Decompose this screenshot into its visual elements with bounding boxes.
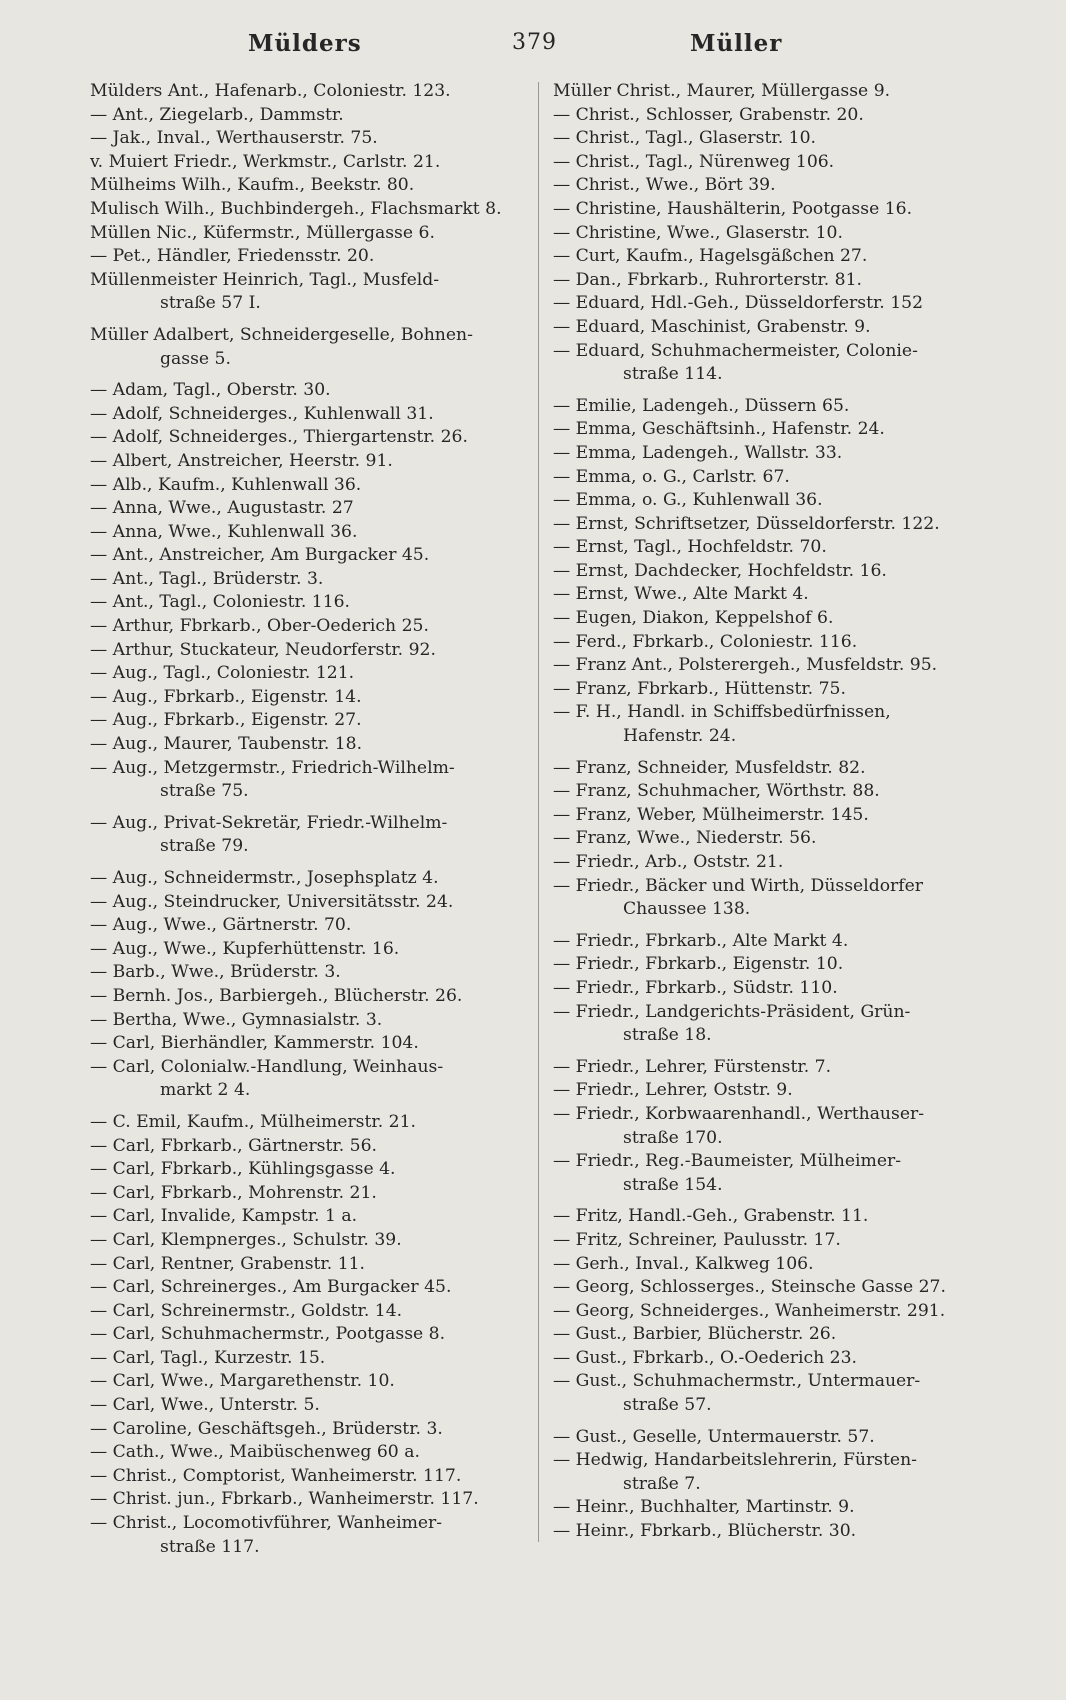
directory-entry: — Barb., Wwe., Brüderstr. 3. (90, 962, 341, 983)
directory-entry: — Friedr., Fbrkarb., Südstr. 110. (553, 977, 838, 998)
directory-entry: — Ant., Tagl., Brüderstr. 3. (90, 568, 324, 589)
directory-entry: — Carl, Fbrkarb., Kühlingsgasse 4. (90, 1159, 396, 1180)
entry-continuation: straße 75. (160, 781, 249, 802)
directory-entry: Mülheims Wilh., Kaufm., Beekstr. 80. (90, 175, 415, 196)
directory-entry: — Georg, Schneiderges., Wanheimerstr. 291. (553, 1300, 946, 1321)
directory-entry: — Curt, Kaufm., Hagelsgäßchen 27. (553, 246, 868, 267)
directory-entry: — Heinr., Fbrkarb., Blücherstr. 30. (553, 1521, 857, 1542)
directory-entry: — Ernst, Dachdecker, Hochfeldstr. 16. (553, 560, 887, 581)
directory-entry: — Bertha, Wwe., Gymnasialstr. 3. (90, 1009, 383, 1030)
directory-entry: — Carl, Colonialw.-Handlung, Weinhaus- (90, 1056, 444, 1077)
directory-entry: — Franz, Weber, Mülheimerstr. 145. (553, 804, 869, 825)
left-column (90, 80, 538, 1559)
directory-entry: — Aug., Wwe., Gärtnerstr. 70. (90, 915, 352, 936)
directory-entry: — Carl, Rentner, Grabenstr. 11. (90, 1253, 366, 1274)
directory-entry: — Aug., Maurer, Taubenstr. 18. (90, 734, 363, 755)
directory-entry: Mülders Ant., Hafenarb., Coloniestr. 123. (90, 81, 451, 101)
directory-entry: — Gerh., Inval., Kalkweg 106. (553, 1253, 814, 1274)
directory-entry: — Aug., Steindrucker, Universitätsstr. 24. (90, 891, 454, 912)
directory-entry: — Fritz, Schreiner, Paulusstr. 17. (553, 1229, 841, 1250)
directory-entry: — Friedr., Arb., Oststr. 21. (553, 852, 784, 872)
page-header (0, 30, 1066, 70)
directory-entry: — Anna, Wwe., Kuhlenwall 36. (90, 521, 358, 542)
directory-entry: — Christ., Tagl., Glaserstr. 10. (553, 128, 816, 149)
header-right-keyword: Müller (690, 30, 783, 57)
directory-entry: — Albert, Anstreicher, Heerstr. 91. (90, 450, 393, 471)
directory-entry: — Friedr., Lehrer, Fürstenstr. 7. (553, 1056, 832, 1077)
directory-entry: — Aug., Fbrkarb., Eigenstr. 14. (90, 686, 362, 707)
directory-entry: — Friedr., Landgerichts-Präsident, Grün- (553, 1001, 911, 1022)
directory-entry: — Arthur, Fbrkarb., Ober-Oederich 25. (90, 616, 429, 637)
directory-entry: — Gust., Fbrkarb., O.-Oederich 23. (553, 1347, 857, 1368)
directory-entry: — Carl, Fbrkarb., Mohrenstr. 21. (90, 1182, 377, 1203)
directory-entry: — Dan., Fbrkarb., Ruhrorterstr. 81. (553, 269, 863, 290)
directory-entry: — Georg, Schlosserges., Steinsche Gasse 27. (553, 1277, 946, 1298)
directory-entry: — Jak., Inval., Werthauserstr. 75. (90, 128, 378, 149)
directory-entry: Müller Adalbert, Schneidergeselle, Bohnen- (90, 324, 473, 345)
directory-entry: — Christ. jun., Fbrkarb., Wanheimerstr. 117. (90, 1489, 479, 1510)
directory-entry: Müllen Nic., Küfermstr., Müllergasse 6. (90, 222, 435, 243)
entry-continuation: Chaussee 138. (623, 899, 751, 920)
directory-entry: — Christ., Wwe., Bört 39. (553, 175, 776, 196)
entry-continuation: straße 114. (623, 364, 723, 385)
directory-entry: — Ferd., Fbrkarb., Coloniestr. 116. (553, 631, 858, 652)
directory-entry: — Gust., Geselle, Untermauerstr. 57. (553, 1426, 875, 1447)
directory-entry: — Emma, Geschäftsinh., Hafenstr. 24. (553, 419, 885, 440)
directory-entry: — Cath., Wwe., Maibüschenweg 60 a. (90, 1442, 420, 1463)
entry-continuation: straße 79. (160, 836, 249, 857)
directory-entry: — Gust., Schuhmachermstr., Untermauer- (553, 1371, 921, 1392)
entry-continuation: straße 117. (160, 1536, 260, 1557)
directory-entry: — Alb., Kaufm., Kuhlenwall 36. (90, 474, 362, 495)
directory-entry: — Eduard, Maschinist, Grabenstr. 9. (553, 316, 871, 337)
directory-entry: — Emilie, Ladengeh., Düssern 65. (553, 395, 850, 416)
header-left-keyword: Mülders (248, 30, 362, 57)
directory-entry: — Carl, Schreinermstr., Goldstr. 14. (90, 1300, 403, 1321)
directory-entry: — Carl, Schreinerges., Am Burgacker 45. (90, 1277, 452, 1298)
directory-entry: — Adolf, Schneiderges., Kuhlenwall 31. (90, 403, 434, 424)
column-divider (538, 82, 539, 1542)
directory-entry: — Franz Ant., Polsterergeh., Musfeldstr. 95. (553, 655, 938, 676)
directory-entry: — Christ., Locomotivführer, Wanheimer- (90, 1513, 443, 1534)
directory-entry: — Christ., Schlosser, Grabenstr. 20. (553, 104, 864, 125)
directory-entry: — Friedr., Fbrkarb., Alte Markt 4. (553, 930, 849, 951)
directory-entry: — Adam, Tagl., Oberstr. 30. (90, 380, 331, 401)
entry-continuation: straße 170. (623, 1127, 723, 1148)
entry-continuation: straße 57 I. (160, 293, 261, 314)
directory-entry: — Emma, Ladengeh., Wallstr. 33. (553, 442, 843, 463)
entry-continuation: straße 7. (623, 1473, 701, 1494)
directory-entry: — Franz, Schuhmacher, Wörthstr. 88. (553, 781, 880, 802)
directory-entry: — Carl, Fbrkarb., Gärtnerstr. 56. (90, 1135, 377, 1156)
directory-entry: — Aug., Tagl., Coloniestr. 121. (90, 663, 355, 684)
directory-entry: — Pet., Händler, Friedensstr. 20. (90, 246, 375, 267)
directory-entry: Mulisch Wilh., Buchbindergeh., Flachsmarkt 8. (90, 198, 502, 219)
directory-entry: — Ernst, Wwe., Alte Markt 4. (553, 584, 809, 605)
directory-entry: — Friedr., Reg.-Baumeister, Mülheimer- (553, 1151, 902, 1172)
entry-continuation: gasse 5. (160, 348, 231, 369)
directory-entry: — Ernst, Schriftsetzer, Düsseldorferstr. 122. (553, 513, 940, 534)
directory-entry: — Carl, Wwe., Unterstr. 5. (90, 1395, 320, 1416)
directory-entry: — Gust., Barbier, Blücherstr. 26. (553, 1324, 837, 1345)
directory-entry: — Ant., Ziegelarb., Dammstr. (90, 104, 344, 125)
directory-entry: — Eduard, Hdl.-Geh., Düsseldorferstr. 152 (553, 293, 924, 314)
directory-entry: — Carl, Schuhmachermstr., Pootgasse 8. (90, 1324, 446, 1345)
directory-entry: — Ernst, Tagl., Hochfeldstr. 70. (553, 537, 827, 558)
directory-entry: — Ant., Anstreicher, Am Burgacker 45. (90, 545, 430, 566)
directory-entry: — Christ., Comptorist, Wanheimerstr. 117. (90, 1465, 462, 1486)
directory-entry: — Eugen, Diakon, Keppelshof 6. (553, 608, 834, 629)
directory-entry: — Friedr., Lehrer, Oststr. 9. (553, 1080, 793, 1101)
directory-entry: — Fritz, Handl.-Geh., Grabenstr. 11. (553, 1206, 869, 1227)
directory-entry: — Franz, Fbrkarb., Hüttenstr. 75. (553, 678, 846, 699)
directory-entry: — Friedr., Bäcker und Wirth, Düsseldorfer (553, 875, 924, 896)
directory-entry: — Aug., Schneidermstr., Josephsplatz 4. (90, 868, 439, 888)
page-number: 379 (512, 30, 557, 55)
directory-entry: — Christine, Haushälterin, Pootgasse 16. (553, 198, 913, 219)
directory-entry: — Aug., Privat-Sekretär, Friedr.-Wilhelm- (90, 812, 448, 833)
directory-entry: — Adolf, Schneiderges., Thiergartenstr. 26. (90, 427, 468, 448)
directory-entry: Müllenmeister Heinrich, Tagl., Musfeld- (90, 269, 440, 290)
directory-entry: — Carl, Bierhändler, Kammerstr. 104. (90, 1033, 419, 1054)
right-column (553, 80, 1001, 1544)
directory-entry: — Aug., Fbrkarb., Eigenstr. 27. (90, 710, 362, 731)
directory-entry: — Emma, o. G., Carlstr. 67. (553, 466, 790, 487)
directory-entry: — Emma, o. G., Kuhlenwall 36. (553, 490, 823, 511)
directory-entry: — Hedwig, Handarbeitslehrerin, Fürsten- (553, 1450, 917, 1471)
directory-entry: — Carl, Klempnerges., Schulstr. 39. (90, 1229, 402, 1250)
directory-entry: v. Muiert Friedr., Werkmstr., Carlstr. 21. (90, 151, 441, 172)
entry-continuation: Hafenstr. 24. (623, 726, 737, 747)
directory-entry: — Christine, Wwe., Glaserstr. 10. (553, 222, 843, 243)
directory-entry: — Carl, Tagl., Kurzestr. 15. (90, 1347, 326, 1368)
directory-entry: — Aug., Metzgermstr., Friedrich-Wilhelm- (90, 757, 455, 778)
directory-entry: — Christ., Tagl., Nürenweg 106. (553, 151, 835, 172)
directory-entry: — Bernh. Jos., Barbiergeh., Blücherstr. 26. (90, 985, 463, 1006)
directory-entry: — Arthur, Stuckateur, Neudorferstr. 92. (90, 639, 436, 660)
directory-entry: — Friedr., Fbrkarb., Eigenstr. 10. (553, 954, 844, 975)
entry-continuation: markt 2 4. (160, 1080, 251, 1101)
directory-entry: Müller Christ., Maurer, Müllergasse 9. (553, 81, 891, 101)
directory-entry: — Aug., Wwe., Kupferhüttenstr. 16. (90, 938, 400, 959)
directory-entry: — Anna, Wwe., Augustastr. 27 (90, 498, 354, 519)
entry-continuation: straße 18. (623, 1025, 712, 1046)
directory-entry: — Caroline, Geschäftsgeh., Brüderstr. 3. (90, 1418, 443, 1439)
entry-continuation: straße 154. (623, 1174, 723, 1195)
directory-entry: — C. Emil, Kaufm., Mülheimerstr. 21. (90, 1111, 416, 1132)
directory-entry: — Carl, Wwe., Margarethenstr. 10. (90, 1371, 395, 1392)
directory-entry: — Franz, Wwe., Niederstr. 56. (553, 828, 817, 849)
directory-entry: — Heinr., Buchhalter, Martinstr. 9. (553, 1497, 855, 1518)
directory-entry: — Eduard, Schuhmachermeister, Colonie- (553, 340, 918, 361)
directory-entry: — Friedr., Korbwaarenhandl., Werthauser- (553, 1103, 925, 1124)
directory-entry: — Franz, Schneider, Musfeldstr. 82. (553, 757, 866, 778)
entry-continuation: straße 57. (623, 1395, 712, 1416)
directory-entry: — Ant., Tagl., Coloniestr. 116. (90, 592, 351, 613)
directory-entry: — Carl, Invalide, Kampstr. 1 a. (90, 1206, 358, 1227)
directory-entry: — F. H., Handl. in Schiffsbedürfnissen, (553, 702, 891, 723)
